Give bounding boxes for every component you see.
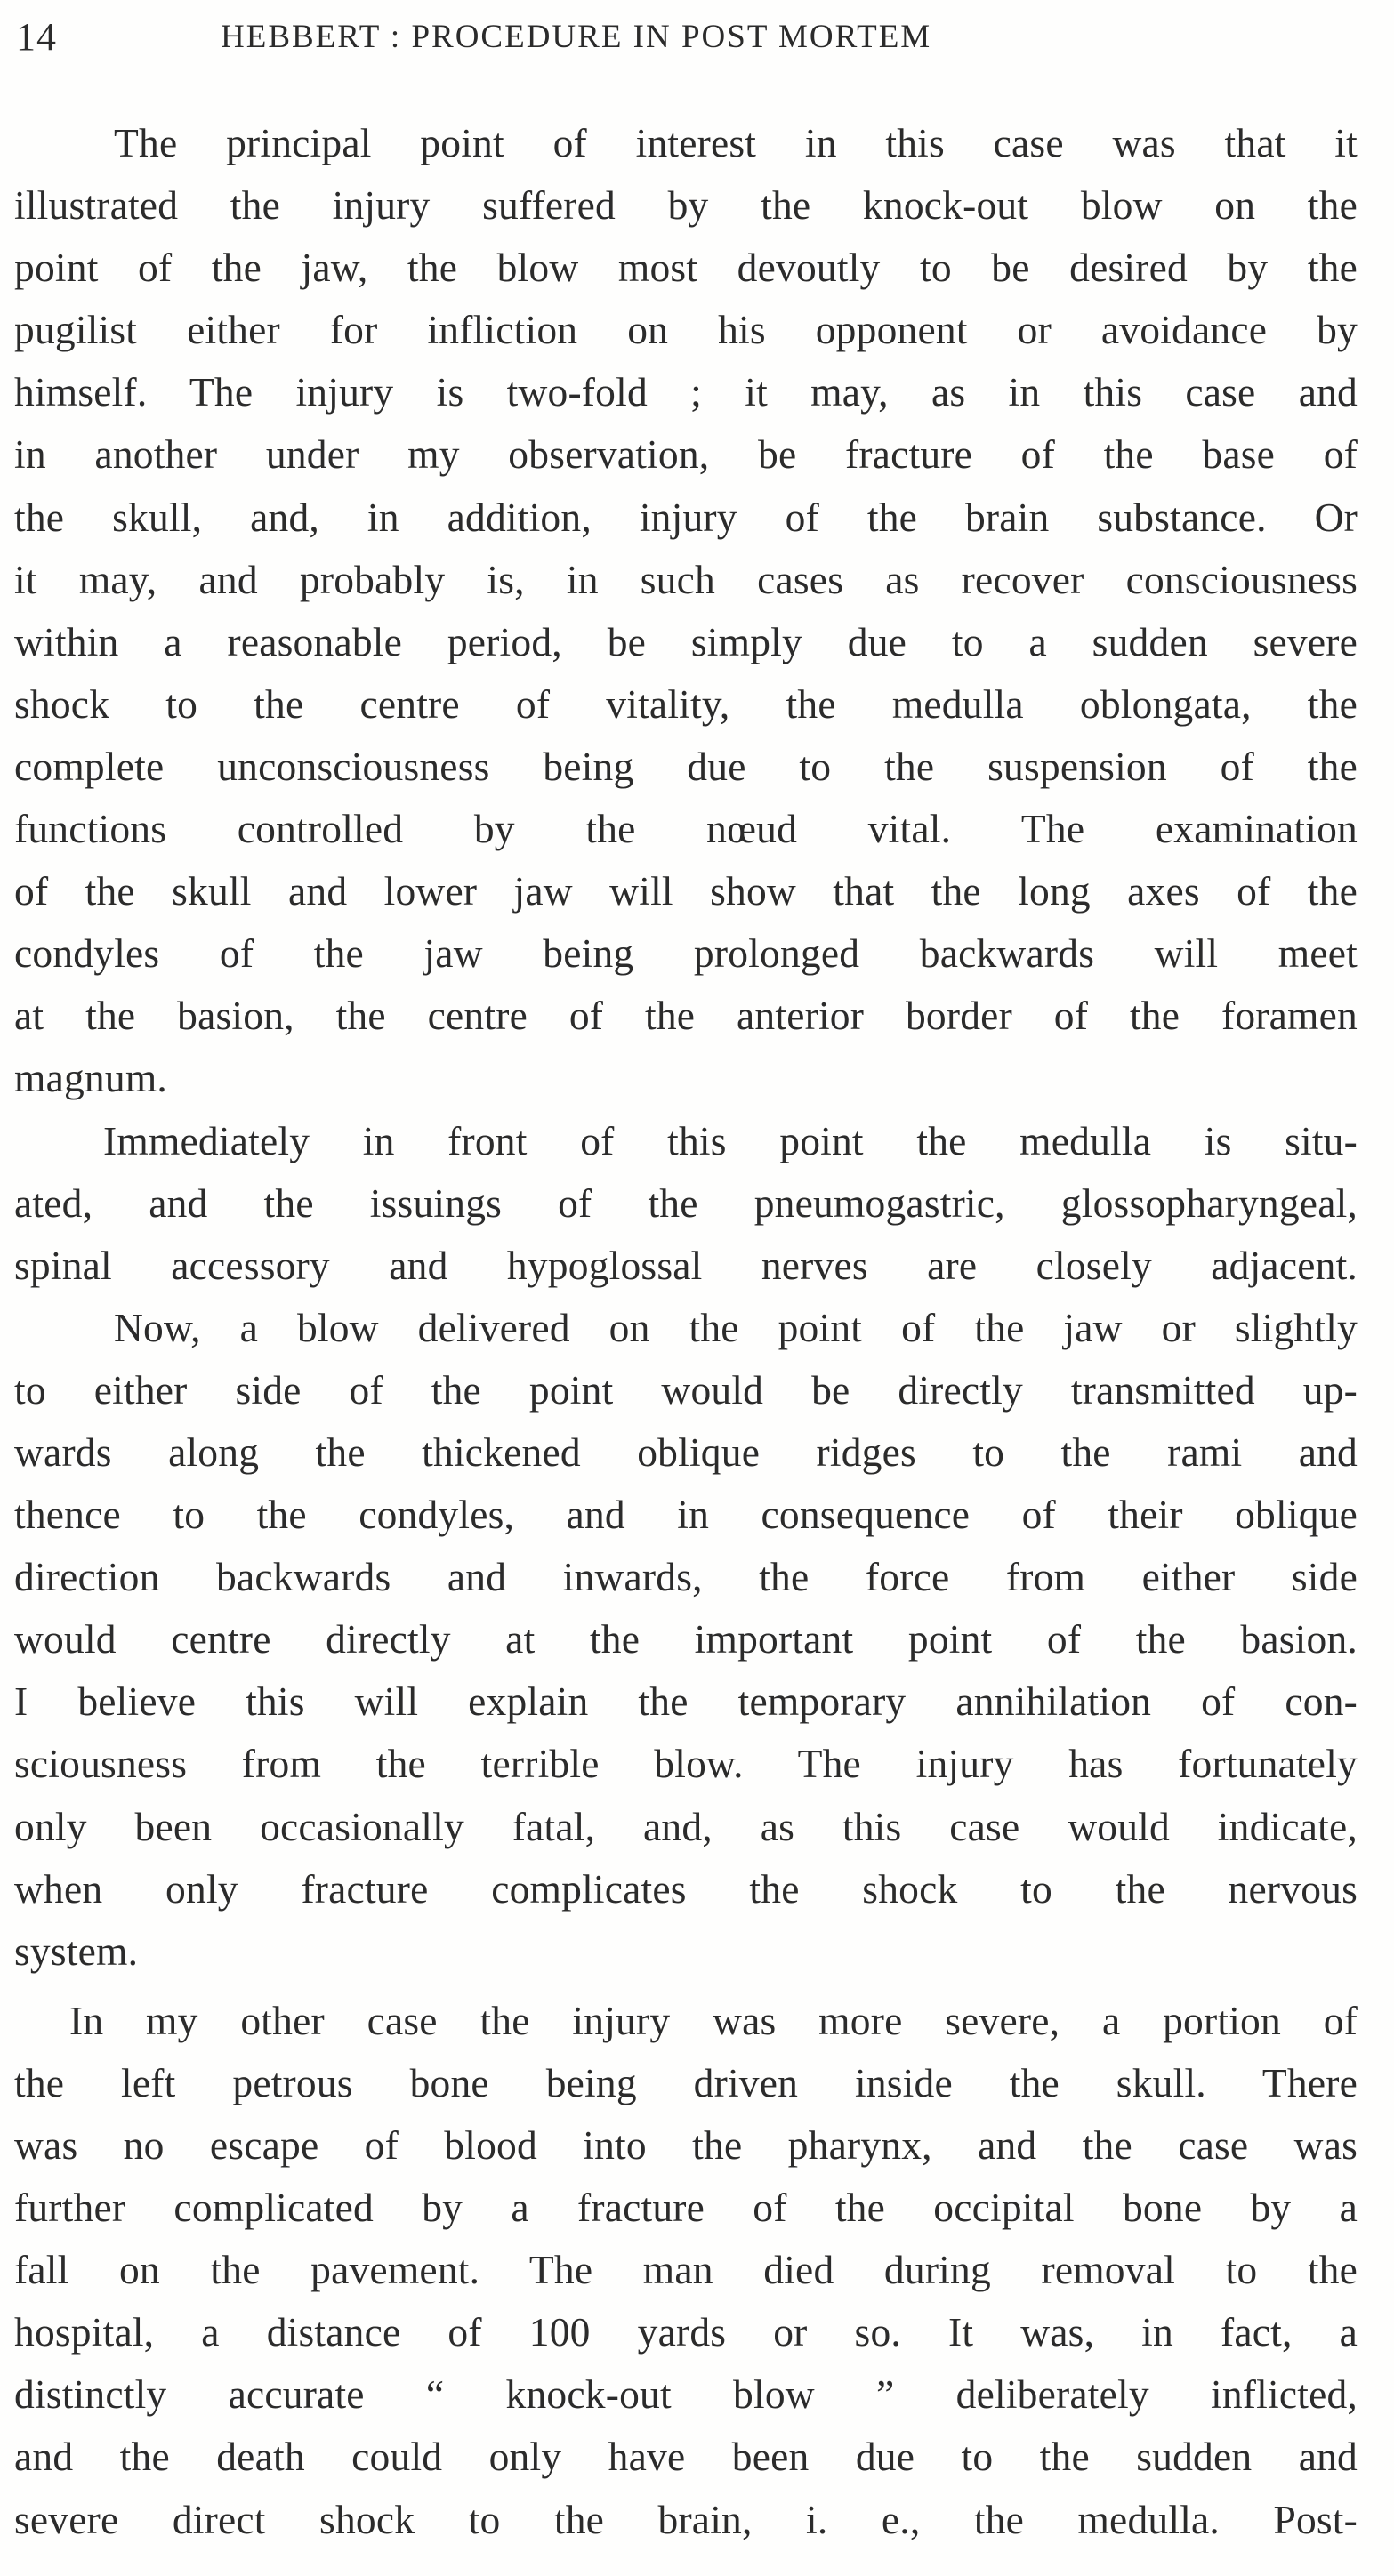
- text-line: condyles of the jaw being prolonged backwards will meet: [14, 930, 1358, 977]
- text-line: of the skull and lower jaw will show that the long axes of the: [14, 868, 1358, 914]
- body-text: [14, 112, 1358, 2551]
- text-line: fall on the pavement. The man died during removal to the: [14, 2247, 1358, 2293]
- text-line: thence to the condyles, and in consequence of their oblique: [14, 1492, 1358, 1538]
- text-line: point of the jaw, the blow most devoutly to be desired by the: [14, 245, 1358, 291]
- text-line: the skull, and, in addition, injury of the brain substance. Or: [14, 494, 1358, 540]
- text-line: hospital, a distance of 100 yards or so. It was, in fact, a: [14, 2309, 1358, 2355]
- text-line: direction backwards and inwards, the force from either side: [14, 1554, 1358, 1600]
- text-line: within a reasonable period, be simply due to a sudden severe: [14, 618, 1358, 664]
- text-line: wards along the thickened oblique ridges to the rami and: [14, 1429, 1358, 1475]
- text-line: In my other case the injury was more severe, a portion of: [69, 1997, 1358, 2043]
- text-line: it may, and probably is, in such cases as recover consciousness: [14, 556, 1358, 602]
- text-line: distinctly accurate “ knock-out blow ” deliberately inflicted,: [14, 2371, 1358, 2418]
- paragraph-2: [14, 1110, 1358, 1297]
- paragraph-4: [14, 1990, 1358, 2551]
- text-line: Now, a blow delivered on the point of the jaw or slightly: [114, 1304, 1358, 1350]
- paragraph-spacer: [14, 1983, 1358, 1990]
- paragraph-1: [14, 112, 1358, 1110]
- page-header: [16, 12, 1217, 66]
- text-line: severe direct shock to the brain, i. e., the medulla. Post-: [14, 2496, 1358, 2542]
- text-line: in another under my observation, be fracture of the base of: [14, 431, 1358, 478]
- text-line: system.: [14, 1928, 139, 1974]
- text-line: magnum.: [14, 1055, 168, 1101]
- text-line: the left petrous bone being driven inside the skull. There: [14, 2059, 1358, 2105]
- text-line: spinal accessory and hypoglossal nerves are closely adjacent.: [14, 1242, 1358, 1288]
- text-line: only been occasionally fatal, and, as this case would indicate,: [14, 1803, 1358, 1849]
- running-head: HEBBERT : PROCEDURE IN POST MORTEM: [221, 19, 932, 55]
- paragraph-3: [14, 1297, 1358, 1983]
- text-line: was no escape of blood into the pharynx, and the case was: [14, 2122, 1358, 2168]
- text-line: pugilist either for infliction on his opponent or avoidance by: [14, 307, 1358, 353]
- text-line: would centre directly at the important point of the basion.: [14, 1616, 1358, 1662]
- text-line: illustrated the injury suffered by the knock-out blow on the: [14, 182, 1358, 229]
- text-line: to either side of the point would be directly transmitted up-: [14, 1366, 1358, 1413]
- text-line: Immediately in front of this point the medulla is situ-: [103, 1117, 1358, 1163]
- text-line: when only fracture complicates the shock to the nervous: [14, 1865, 1358, 1912]
- text-line: himself. The injury is two-fold ; it may, as in this case and: [14, 369, 1358, 415]
- text-line: The principal point of interest in this case was that it: [114, 120, 1358, 165]
- text-line: sciousness from the terrible blow. The injury has fortunately: [14, 1741, 1358, 1787]
- text-line: shock to the centre of vitality, the medulla oblongata, the: [14, 680, 1358, 727]
- text-line: functions controlled by the nœud vital. The examination: [14, 806, 1358, 852]
- text-line: ated, and the issuings of the pneumogastric, glossopharyngeal,: [14, 1179, 1358, 1226]
- page-number: 14: [16, 15, 57, 59]
- text-line: at the basion, the centre of the anterior border of the foramen: [14, 993, 1358, 1039]
- text-line: and the death could only have been due to the sudden and: [14, 2434, 1358, 2480]
- text-line: complete unconsciousness being due to the suspension of the: [14, 743, 1358, 789]
- text-line: I believe this will explain the temporary annihilation of con-: [14, 1678, 1358, 1725]
- text-line: further complicated by a fracture of the occipital bone by a: [14, 2185, 1358, 2231]
